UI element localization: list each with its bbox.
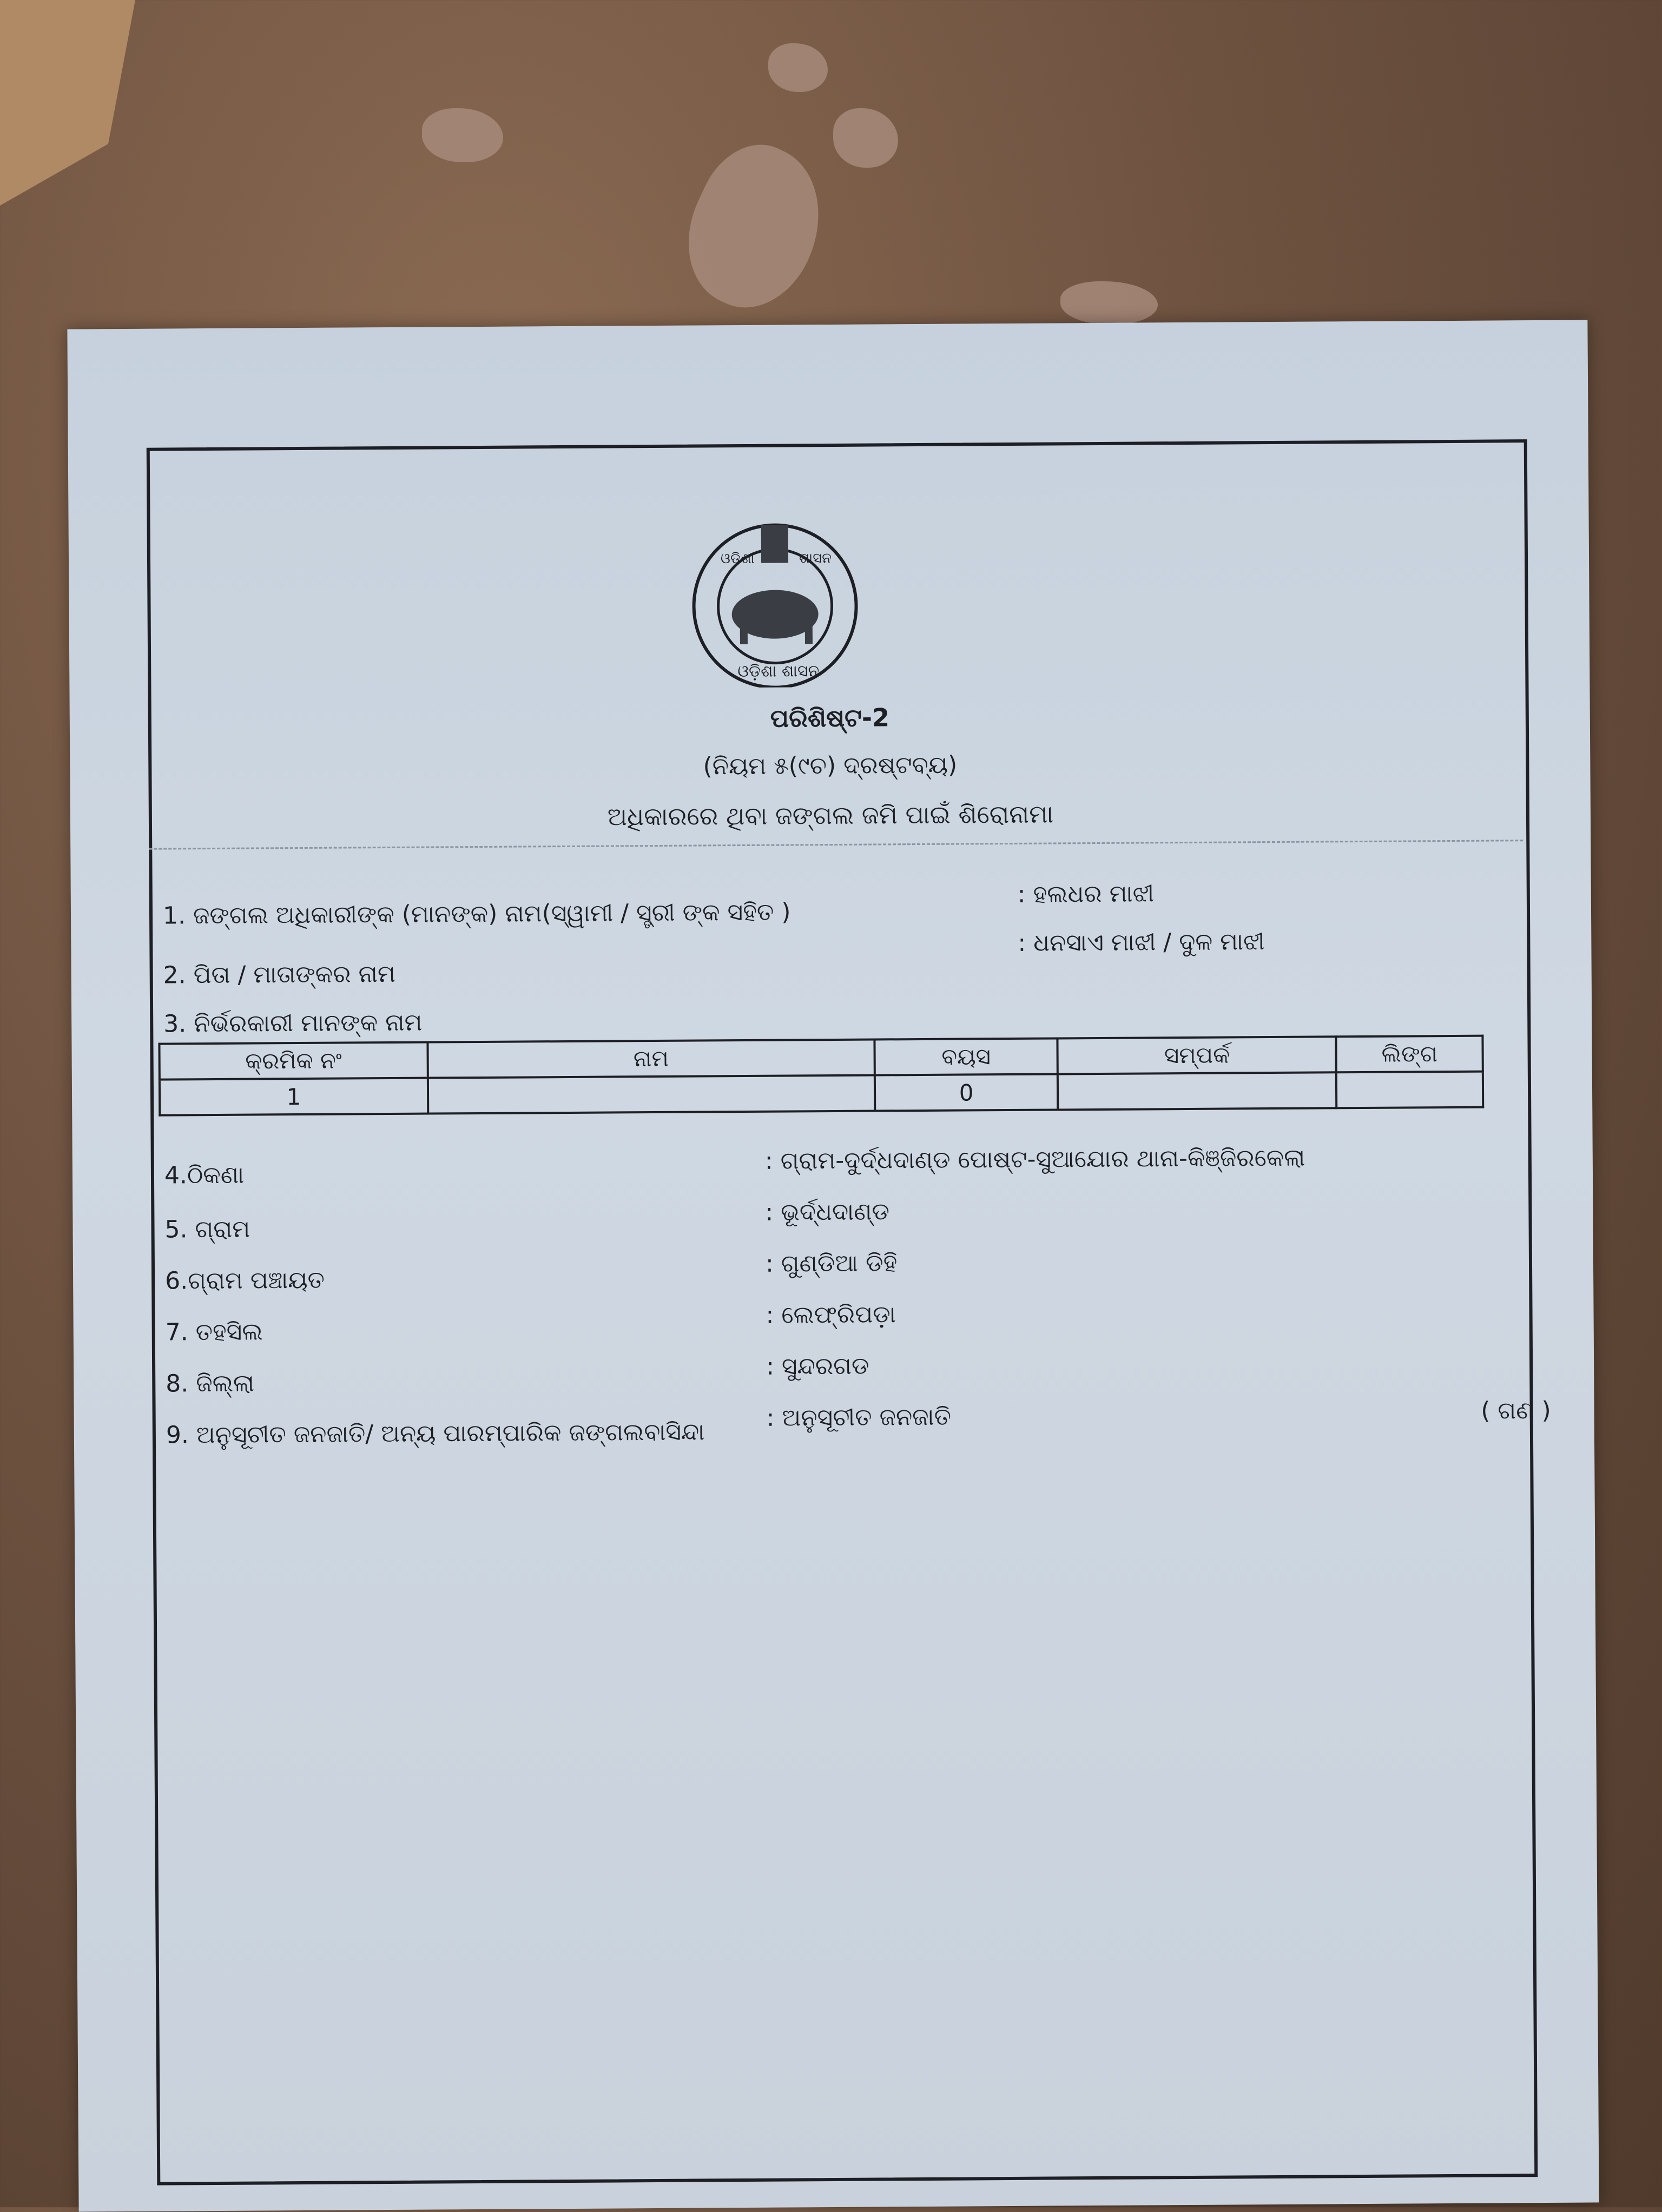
document-title: ଅଧିକାରରେ ଥିବା ଜଙ୍ଗଲ ଜମି ପାଇଁ ଶିରୋନାମା <box>607 799 1054 831</box>
col-gender: ଲିଙ୍ଗ <box>1336 1036 1483 1073</box>
col-relation: ସମ୍ପର୍କ <box>1058 1036 1336 1074</box>
emblem-ring-top-left: ଓଡ଼ିଶା <box>720 550 755 567</box>
stone <box>422 108 503 162</box>
document-sheet <box>67 320 1599 2211</box>
cell-relation <box>1058 1072 1336 1110</box>
village-label: 5. ଗ୍ରାମ <box>164 1215 250 1244</box>
stone <box>833 108 898 168</box>
col-serial: କ୍ରମିକ ନଂ <box>159 1042 427 1080</box>
field-1-label: 1. ଜଙ୍ଗଲ ଅଧିକାରୀଙ୍କ (ମାନଙ୍କ) ନାମ(ସ୍ୱାମୀ / ସ୍ତ୍ରୀ ଙ୍କ ସହିତ ) <box>162 898 791 930</box>
table-row <box>160 1072 1483 1115</box>
emblem-ring-top-right: ଶାସନ <box>799 550 832 567</box>
emblem-ring-bottom: ଓଡ଼ିଶା ଶାସନ <box>737 662 820 682</box>
cell-serial: 1 <box>160 1078 428 1115</box>
cardboard-scrap <box>0 0 135 206</box>
stone <box>768 43 828 92</box>
cell-age: 0 <box>875 1074 1058 1111</box>
continued-mark: ( ଗଣ ) <box>1481 1396 1551 1425</box>
col-age: ବୟସ <box>874 1038 1058 1075</box>
stone <box>1060 281 1158 325</box>
panchayat-value: : ଗୁଣ୍ଡିଆ ଡିହି <box>765 1249 898 1278</box>
field-1-value: : ହଲଧର ମାଝୀ <box>1017 880 1155 908</box>
dependents-table <box>158 1035 1484 1117</box>
address-label: 4.ଠିକଣା <box>164 1161 245 1190</box>
tribe-value: : ଅନୁସୂଚୀତ ଜନଜାତି <box>766 1403 952 1432</box>
field-3-label: 3. ନିର୍ଭରକାରୀ ମାନଙ୍କ ନାମ <box>163 1008 423 1038</box>
tribe-label: 9. ଅନୁସୂଚୀତ ଜନଜାତି/ ଅନ୍ୟ ପାରମ୍ପାରିକ ଜଙ୍ଗଲବାସିନ୍ଦା <box>166 1418 705 1449</box>
tehsil-value: : ଲେଫ୍ରିପଡ଼ା <box>766 1300 896 1329</box>
district-label: 8. ଜିଲ୍ଲା <box>166 1369 255 1398</box>
panchayat-label: 6.ଗ୍ରାମ ପଞ୍ଚାୟତ <box>164 1266 325 1295</box>
cell-gender <box>1336 1072 1483 1108</box>
tehsil-label: 7. ତହସିଲ <box>165 1318 263 1346</box>
rule-reference: (ନିୟମ ୫(୯ଚ) ଦ୍ରଷ୍ଟବ୍ୟ) <box>703 751 958 781</box>
annexure-label: ପରିଶିଷ୍ଟ-2 <box>770 703 890 733</box>
stone <box>664 127 845 327</box>
col-name: ନାମ <box>427 1040 875 1078</box>
field-2-label: 2. ପିତା / ମାତାଙ୍କର ନାମ <box>163 960 396 989</box>
address-value: : ଗ୍ରାମ-ଦୁର୍ଦ୍ଧଦାଣ୍ଡ ପୋଷ୍ଟ-ସୁଆଯୋର ଥାନା-କିଞ୍ଜିରକେଲା <box>764 1144 1305 1175</box>
village-value: : ଭୂର୍ଦ୍ଧଦାଣ୍ଡ <box>765 1198 890 1226</box>
field-2-value: : ଧନସାଏ ମାଝୀ / ଦୁଳ ମାଝୀ <box>1018 928 1265 957</box>
district-value: : ସୁନ୍ଦରଗଡ <box>766 1352 869 1381</box>
cell-name <box>427 1075 875 1114</box>
odisha-govt-emblem-icon <box>682 503 867 688</box>
